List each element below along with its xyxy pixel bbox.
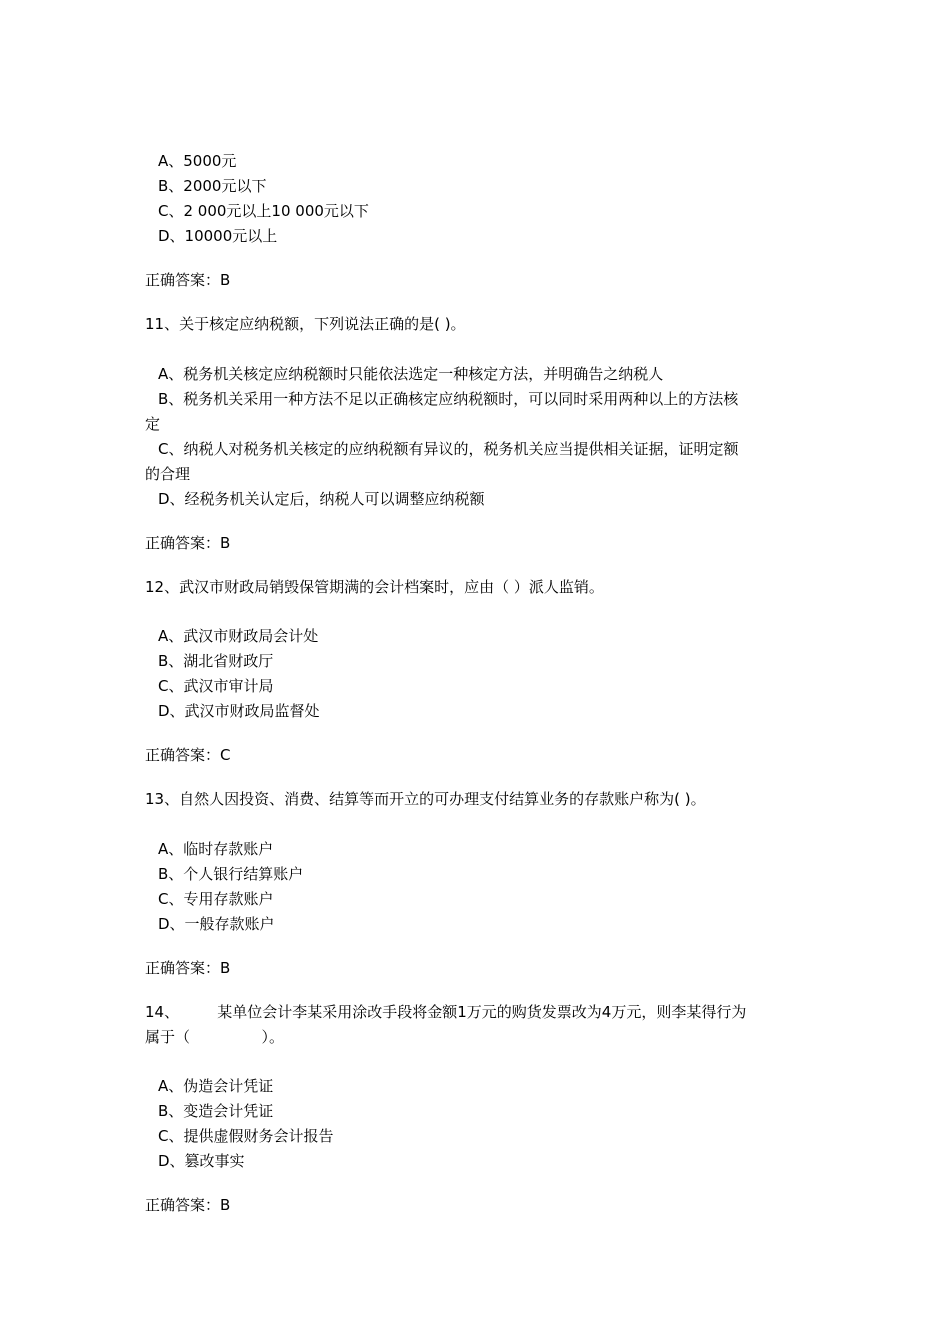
q13-option-b: B、个人银行结算账户 xyxy=(158,865,304,883)
q14-option-d: D、篡改事实 xyxy=(158,1152,245,1170)
q14-question: 14、 某单位会计李某采用涂改手段将金额1万元的购货发票改为4万元，则李某得行为 xyxy=(145,1003,747,1021)
q10-option-d: D、10000元以上 xyxy=(158,227,278,245)
q12-option-a: A、武汉市财政局会计处 xyxy=(158,627,319,645)
q13-option-a: A、临时存款账户 xyxy=(158,840,274,858)
q12-option-c: C、武汉市审计局 xyxy=(158,677,274,695)
q11-option-c-cont: 的合理 xyxy=(145,465,191,483)
q10-answer: 正确答案：B xyxy=(145,271,231,289)
q14-answer: 正确答案：B xyxy=(145,1196,231,1214)
q12-answer: 正确答案：C xyxy=(145,746,231,764)
q14-option-b: B、变造会计凭证 xyxy=(158,1102,274,1120)
q14-option-a: A、伪造会计凭证 xyxy=(158,1077,274,1095)
q13-answer: 正确答案：B xyxy=(145,959,231,977)
q14-option-c: C、提供虚假财务会计报告 xyxy=(158,1127,334,1145)
q13-option-c: C、专用存款账户 xyxy=(158,890,274,908)
q11-option-a: A、税务机关核定应纳税额时只能依法选定一种核定方法，并明确告之纳税人 xyxy=(158,365,664,383)
q13-question: 13、自然人因投资、消费、结算等而开立的可办理支付结算业务的存款账户称为( )。 xyxy=(145,790,706,808)
q11-option-c: C、纳税人对税务机关核定的应纳税额有异议的，税务机关应当提供相关证据，证明定额 xyxy=(158,440,739,458)
q11-option-b: B、税务机关采用一种方法不足以正确核定应纳税额时，可以同时采用两种以上的方法核 xyxy=(158,390,739,408)
q12-option-b: B、湖北省财政厅 xyxy=(158,652,274,670)
q11-question: 11、关于核定应纳税额，下列说法正确的是( )。 xyxy=(145,315,466,333)
q10-option-c: C、2 000元以上10 000元以下 xyxy=(158,202,369,220)
q14-question-cont: 属于（ ）。 xyxy=(145,1028,285,1046)
q11-option-b-cont: 定 xyxy=(145,415,161,433)
q10-option-b: B、2000元以下 xyxy=(158,177,267,195)
q10-option-a: A、5000元 xyxy=(158,152,237,170)
q12-option-d: D、武汉市财政局监督处 xyxy=(158,702,320,720)
q13-option-d: D、一般存款账户 xyxy=(158,915,275,933)
q11-option-d: D、经税务机关认定后，纳税人可以调整应纳税额 xyxy=(158,490,485,508)
q11-answer: 正确答案：B xyxy=(145,534,231,552)
q12-question: 12、武汉市财政局销毁保管期满的会计档案时，应由（ ）派人监销。 xyxy=(145,578,604,596)
